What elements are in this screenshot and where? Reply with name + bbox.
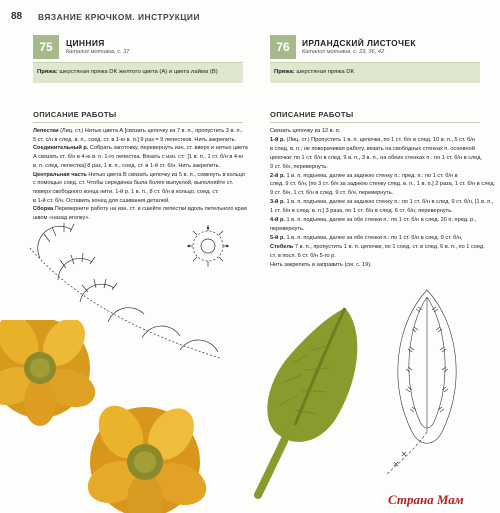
pattern-75-number: 75 xyxy=(33,35,59,59)
pattern-76-ref: Каталог мотивов, с. 23, 36, 42 xyxy=(302,49,385,55)
instruction-text: поверх свободного конца нити. 1-й р. 1 в. п., 8 ст. б/н в кольцо, соед. ст. xyxy=(33,188,219,195)
instruction-text: Связать цепочку из 12 в. п. xyxy=(270,128,341,134)
instruction-text: (Лиц. ст.) Нитью цвета А [связать цепочку из 7 в. п., пропустить 3 в. п., xyxy=(58,128,243,134)
pattern-76-section-title: ОПИСАНИЕ РАБОТЫ xyxy=(270,110,354,119)
instruction-text: Собрать заготовку, перевернуть изн. ст. вверх и нитью цвета xyxy=(88,145,248,152)
instruction-line xyxy=(33,172,245,178)
instruction-text: Переверните работу на изн. ст. и сшейте лепестки вдоль петельного края xyxy=(53,206,247,213)
instruction-text: цепочки: по 1 ст. б/н в след. 9 в. п., 3 в. п., на обеих стенках п.: по 1 ст. б/н в след. xyxy=(270,154,483,161)
page-number: 88 xyxy=(11,11,23,22)
instruction-line xyxy=(270,146,475,152)
instruction-text: А связать ст. б/н в 4-ю в. п. 1-го лепестка. Вязать с изн. ст.: [1 в. п., 1 ст. б/н в 4-ю xyxy=(33,154,244,161)
instruction-step-label: Стебель xyxy=(270,243,294,250)
instruction-text: 1 в. п. подъема, далее за обе стенки п.: по 1 ст. б/н в след. 20 п. пред. р., xyxy=(284,217,477,223)
instruction-text: (Лиц. ст.) Пропустить 1 в. п. цепочки, по 1 ст. б/н в след. 10 в. п., 5 ст. б/н xyxy=(284,136,475,143)
instruction-line xyxy=(270,199,493,205)
yarn-label: Пряжа: xyxy=(274,69,295,75)
instruction-line xyxy=(33,198,170,204)
instruction-text: в. п. след. лепестка] 8 раз, 1 в. п., соед. ст. в 1-й ст. б/н. Нить закрепить. xyxy=(33,162,221,169)
instruction-line xyxy=(270,128,340,134)
instruction-line xyxy=(270,137,475,143)
zinnia-flowers-photo xyxy=(0,320,215,513)
instruction-line xyxy=(270,190,393,196)
instruction-line xyxy=(270,164,328,170)
instruction-text: 1 ст. б/н в след. в. п.] 3 раза, по 1 ст. б/н в след. 6 ст. б/н, перевернуть. xyxy=(270,208,453,215)
instruction-text: 1 в. п. подъема, далее за обе стенки п.: по 1 ст. б/н в след. 9 ст. б/н, xyxy=(284,234,463,241)
pattern-75-section-title: ОПИСАНИЕ РАБОТЫ xyxy=(33,110,117,119)
instruction-text: в 1-й ст. б/н. Оставить конец для сшивания деталей. xyxy=(33,197,170,204)
pattern-75-yarn xyxy=(37,69,218,75)
instruction-line xyxy=(33,145,248,151)
instruction-text: 9 ст. б/н, перевернуть. xyxy=(270,163,328,170)
instruction-step-label: 4-й р. xyxy=(270,217,285,223)
site-watermark: Страна Мам xyxy=(388,492,464,507)
instruction-line xyxy=(33,163,220,169)
instruction-text: 9 ст. б/н, 1 ст. б/н в след. 9 ст. б/н, перевернуть. xyxy=(270,190,394,197)
instruction-line xyxy=(33,189,219,195)
pattern-75-section-rule xyxy=(33,122,243,123)
pattern-76-section-rule xyxy=(270,122,480,123)
irish-leaf-crochet-chart xyxy=(372,282,482,482)
instruction-text: 5 ст. с/н в след. в. п., соед. ст. в 1-ю в. п.] 9 раз = 9 лепестков. Нить закрепить. xyxy=(33,136,237,143)
instruction-line xyxy=(270,155,482,161)
yarn-label: Пряжа: xyxy=(37,69,58,75)
instruction-text: 1 в. п. подъема, далее за заднюю стенку п.: пред. п.: по 1 ст. б/н в xyxy=(284,172,458,179)
pattern-75-ref: Каталог мотивов, с. 37 xyxy=(66,49,130,55)
instruction-line xyxy=(33,206,247,212)
pattern-76-yarn xyxy=(274,69,354,75)
yarn-text: шерстяная пряжа DK желтого цвета (А) и цвета лайма (B) xyxy=(57,69,218,75)
instruction-step-label: 1-й р. xyxy=(270,136,285,143)
instruction-line xyxy=(270,173,458,179)
pattern-76-name: ИРЛАНДСКИЙ ЛИСТОЧЕК xyxy=(302,38,416,48)
instruction-text: 1 в. п. подъема, далее за заднюю стенку п.: по 1 ст. б/н в след. 9 ст. б/н, [1 в. п., xyxy=(284,199,494,206)
instruction-text: Нить закрепить и заправить (см. с. 19). xyxy=(270,261,372,268)
instruction-line xyxy=(33,128,243,134)
instruction-text: Нитью цвета В связать цепочку из 5 в. п., сомкнуть в кольцо xyxy=(86,171,245,178)
instruction-step-label: Соединительный р. xyxy=(33,145,89,152)
instruction-text: швом «назад иголку». xyxy=(33,215,90,221)
instruction-line xyxy=(270,181,495,187)
instruction-text: 7 в. п., пропустить 1 в. п. цепочки, по 1 соед. ст. в след. 6 в. п., по 1 соед. xyxy=(293,243,485,250)
pattern-75-name: ЦИННИЯ xyxy=(66,38,105,48)
instruction-step-label: 2-й р. xyxy=(270,172,285,179)
instruction-text: с помощью соед. ст. Чтобы серединка была более выпуклой, выполняйте ст. xyxy=(33,180,234,187)
instruction-line xyxy=(270,262,372,268)
yarn-text: шерстяная пряжа DK xyxy=(294,69,355,75)
instruction-line xyxy=(33,180,233,186)
instruction-line xyxy=(270,217,476,223)
pattern-76-number: 76 xyxy=(270,35,296,59)
instruction-line xyxy=(270,226,304,232)
irish-leaf-photo xyxy=(250,300,380,505)
instruction-line xyxy=(270,253,336,259)
instruction-text: перевернуть. xyxy=(270,225,305,232)
instruction-text: ст. в посл. 6 ст. б/н 5-го р. xyxy=(270,252,336,259)
instruction-step-label: Сборка xyxy=(33,206,54,213)
instruction-line xyxy=(270,244,485,250)
instruction-line xyxy=(33,154,243,160)
instruction-line xyxy=(270,208,453,214)
instruction-line xyxy=(33,137,236,143)
instruction-step-label: Лепестки xyxy=(33,128,59,134)
page-header-title: ВЯЗАНИЕ КРЮЧКОМ. ИНСТРУКЦИИ xyxy=(38,12,200,22)
instruction-step-label: 5-й р. xyxy=(270,234,285,241)
instruction-step-label: 3-й р. xyxy=(270,199,285,206)
instruction-text: в след. в. п.; не поворачивая работу, вязать на свободных стенках п. основной xyxy=(270,145,475,152)
instruction-step-label: Центральная часть xyxy=(33,171,87,178)
instruction-line xyxy=(270,235,463,241)
instruction-text: след. 9 ст. б/н, [по 3 ст. б/н за заднюю стенку след. в. п., 1 в. п.] 2 раза, 1 ст. б/н в след. xyxy=(270,181,496,188)
